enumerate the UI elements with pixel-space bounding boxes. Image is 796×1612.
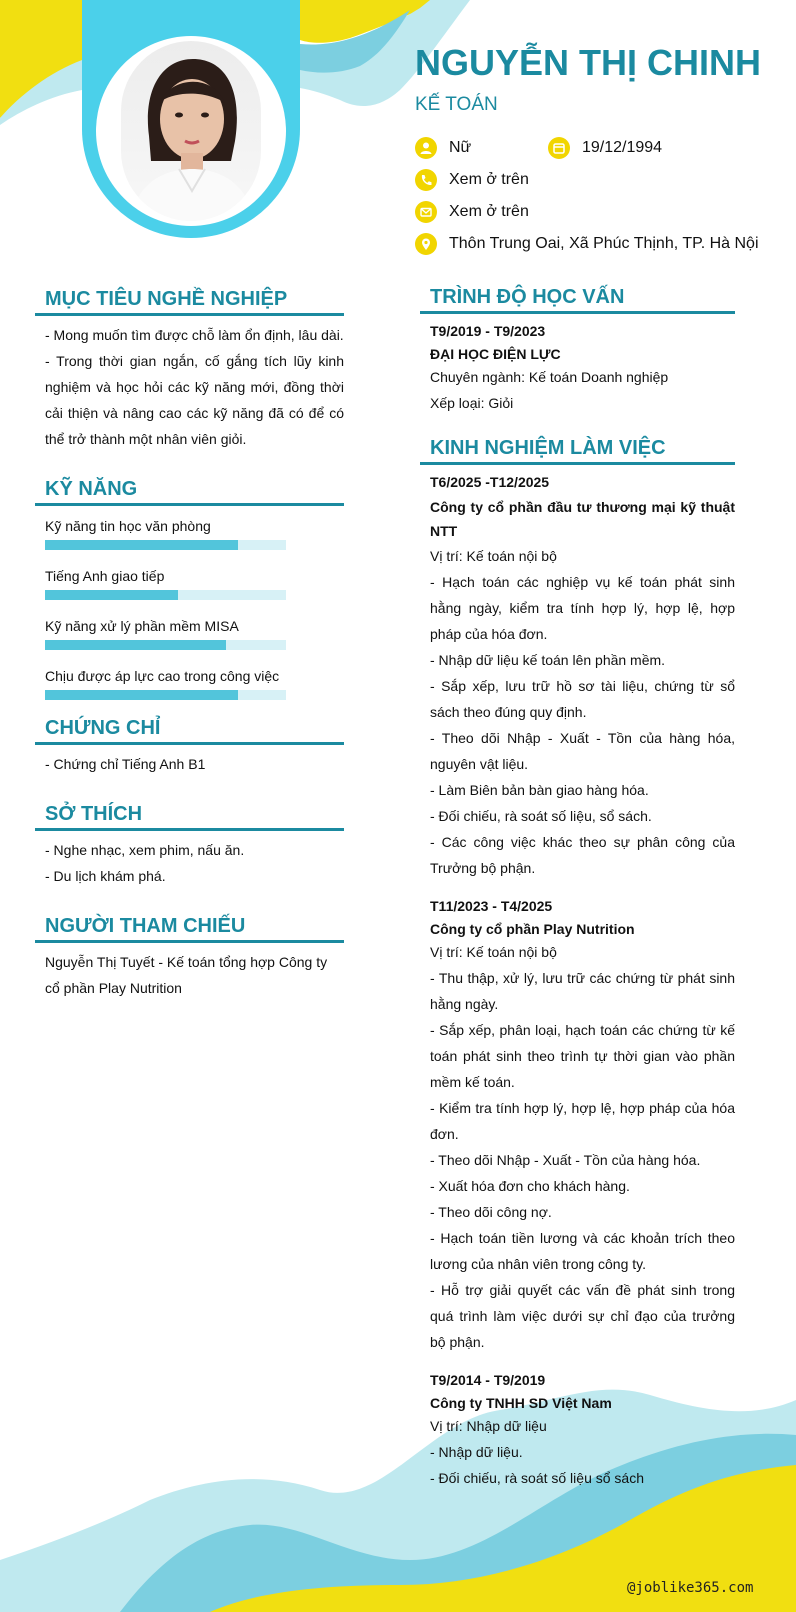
job-line: - Đối chiếu, rà soát số liệu, sổ sách.	[430, 808, 652, 824]
person-silhouette-icon	[121, 41, 261, 221]
objective-line: - Mong muốn tìm được chỗ làm ổn định, lâu dài.	[45, 327, 344, 343]
job-line: - Hạch toán các nghiệp vụ kế toán phát sinh hằng ngày, kiểm tra tính hợp lý, hợp lệ, hợp pháp của hóa đơn.	[430, 574, 735, 642]
references-section	[35, 915, 344, 1001]
objective-line: - Trong thời gian ngắn, cố gắng tích lũy kinh nghiệm và học hỏi các kỹ năng mới, đồng thời cải thiện và nâng cao các kỹ năng đã có để có thể trở thành một nhân viên giỏi.	[45, 353, 344, 447]
skill-label: Kỹ năng tin học văn phòng	[45, 518, 211, 534]
skills-section	[35, 478, 344, 716]
email-value: Xem ở trên	[449, 203, 529, 220]
skill-label: Kỹ năng xử lý phần mềm MISA	[45, 618, 239, 634]
job-line: - Sắp xếp, phân loại, hạch toán các chứng từ kế toán phát sinh theo trình tự thời gian vào phần mềm kế toán.	[430, 1022, 735, 1090]
job-line: - Theo dõi công nợ.	[430, 1204, 552, 1220]
candidate-name: NGUYỄN THỊ CHINH	[415, 42, 762, 83]
education-grade: Xếp loại: Giỏi	[430, 395, 514, 411]
education-period: T9/2019 - T9/2023	[430, 323, 546, 339]
job-line: - Sắp xếp, lưu trữ hồ sơ tài liệu, chứng từ sổ sách theo đúng quy định.	[430, 678, 735, 720]
email-row	[415, 200, 529, 224]
profile-photo	[121, 41, 261, 221]
experience-section	[420, 437, 735, 1491]
education-section	[420, 286, 735, 416]
skill-bar	[45, 640, 286, 650]
job-line: - Làm Biên bản bàn giao hàng hóa.	[430, 782, 649, 798]
person-icon	[415, 137, 437, 159]
job-line: - Đối chiếu, rà soát số liệu sổ sách	[430, 1470, 644, 1486]
phone-icon	[415, 169, 437, 191]
dob-row	[548, 136, 662, 160]
experience-title: KINH NGHIỆM LÀM VIỆC	[420, 437, 735, 465]
job-line: - Theo dõi Nhập - Xuất - Tồn của hàng hóa.	[430, 1152, 701, 1168]
job-line: Vị trí: Nhập dữ liệu	[430, 1418, 547, 1434]
skill-bar	[45, 690, 286, 700]
skills-title: KỸ NĂNG	[35, 478, 344, 506]
skill-label: Chịu được áp lực cao trong công việc	[45, 668, 280, 684]
job-period: T11/2023 - T4/2025	[430, 898, 553, 914]
skill-bar	[45, 590, 286, 600]
job-line: - Thu thập, xử lý, lưu trữ các chứng từ phát sinh hằng ngày.	[430, 970, 735, 1012]
job-line: - Nhập dữ liệu.	[430, 1444, 523, 1460]
objective-section	[35, 288, 344, 452]
phone-row	[415, 168, 529, 192]
job-period: T9/2014 - T9/2019	[430, 1372, 546, 1388]
skill-bar-fill	[45, 540, 238, 550]
job-line: - Xuất hóa đơn cho khách hàng.	[430, 1178, 630, 1194]
skill-bar-fill	[45, 640, 226, 650]
references-title: NGƯỜI THAM CHIẾU	[35, 915, 344, 943]
gender-value: Nữ	[449, 139, 472, 156]
job-line: - Theo dõi Nhập - Xuất - Tồn của hàng hóa, nguyên vật liệu.	[430, 730, 735, 772]
job-line: - Hạch toán tiền lương và các khoản trích theo lương của nhân viên trong công ty.	[430, 1230, 735, 1272]
gender-row	[415, 136, 471, 160]
skill-bar	[45, 540, 286, 550]
envelope-icon	[415, 201, 437, 223]
job-company: Công ty cổ phần đầu tư thương mại kỹ thuật NTT	[430, 499, 735, 539]
reference-line: Nguyễn Thị Tuyết - Kế toán tổng hợp Công ty cổ phần Play Nutrition	[45, 954, 328, 996]
skill-bar-fill	[45, 590, 178, 600]
education-school: ĐẠI HỌC ĐIỆN LỰC	[430, 346, 561, 362]
site-watermark: @joblike365.com	[627, 1580, 754, 1596]
education-major: Chuyên ngành: Kế toán Doanh nghiệp	[430, 369, 669, 385]
hobby-line: - Du lịch khám phá.	[45, 868, 166, 884]
location-pin-icon	[415, 233, 437, 255]
address-row	[415, 232, 759, 256]
calendar-icon	[548, 137, 570, 159]
phone-value: Xem ở trên	[449, 171, 529, 188]
job-line: Vị trí: Kế toán nội bộ	[430, 548, 557, 564]
education-title: TRÌNH ĐỘ HỌC VẤN	[420, 286, 735, 314]
hobbies-section	[35, 803, 344, 889]
skill-bar-fill	[45, 690, 238, 700]
hobby-line: - Nghe nhạc, xem phim, nấu ăn.	[45, 842, 245, 858]
hobbies-title: SỞ THÍCH	[35, 803, 344, 831]
job-company: Công ty TNHH SD Việt Nam	[430, 1395, 612, 1411]
certificate-line: - Chứng chỉ Tiếng Anh B1	[45, 756, 206, 772]
certificates-title: CHỨNG CHỈ	[35, 717, 344, 745]
certificates-section	[35, 717, 344, 777]
job-period: T6/2025 -T12/2025	[430, 474, 550, 490]
job-line: - Nhập dữ liệu kế toán lên phần mềm.	[430, 652, 666, 668]
dob-value: 19/12/1994	[582, 139, 663, 156]
skill-label: Tiếng Anh giao tiếp	[45, 568, 165, 584]
objective-title: MỤC TIÊU NGHỀ NGHIỆP	[35, 288, 344, 316]
job-title: KẾ TOÁN	[415, 94, 498, 115]
job-line: - Hỗ trợ giải quyết các vấn đề phát sinh trong quá trình làm việc dưới sự chỉ đạo của trưởng bộ phận.	[430, 1282, 735, 1350]
job-line: - Kiểm tra tính hợp lý, hợp lệ, hợp pháp của hóa đơn.	[430, 1100, 735, 1142]
job-line: Vị trí: Kế toán nội bộ	[430, 944, 557, 960]
address-value: Thôn Trung Oai, Xã Phúc Thịnh, TP. Hà Nội	[449, 235, 759, 252]
job-company: Công ty cổ phần Play Nutrition	[430, 921, 635, 937]
job-line: - Các công việc khác theo sự phân công của Trưởng bộ phận.	[430, 834, 735, 876]
